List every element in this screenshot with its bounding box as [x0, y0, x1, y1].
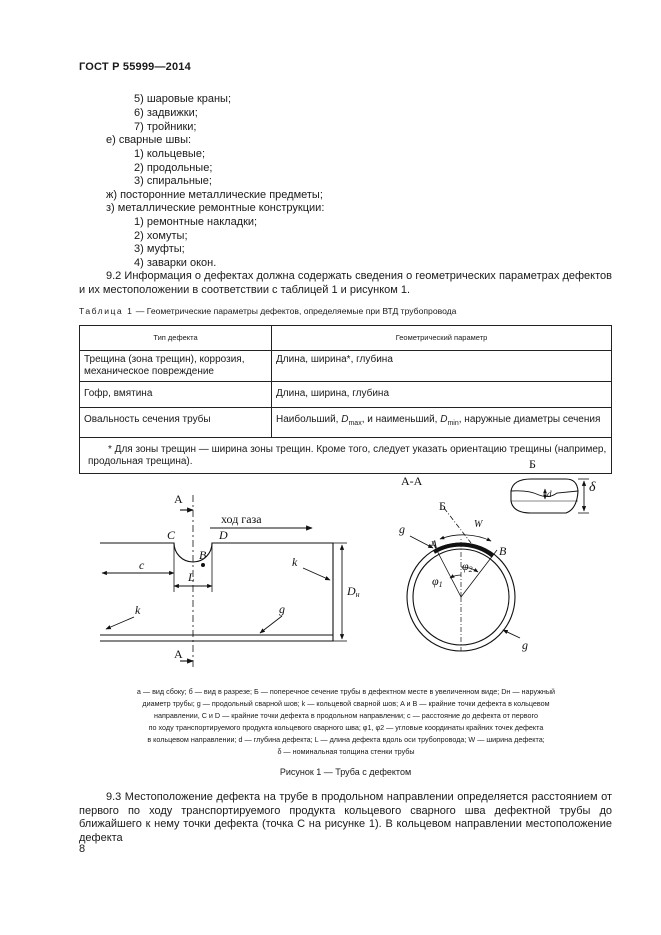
detail-title: Б [529, 457, 536, 471]
list-item: 5) шаровые краны; [134, 93, 232, 105]
section-label-top: А [174, 492, 183, 506]
seam-weld-label: g [399, 522, 405, 536]
defect-zone-arc [434, 545, 493, 556]
list-item: 4) заварки окон. [134, 257, 217, 269]
ring-weld-label: k [292, 555, 298, 569]
table-cell: Овальность сечения трубы [80, 408, 272, 438]
point-b-label: B [199, 548, 207, 562]
detail-cut-label: Б [439, 499, 446, 513]
detail-cut-line [444, 508, 471, 543]
thickness-delta-label: δ [589, 480, 596, 495]
section-title: А-А [401, 474, 423, 488]
table-cell: Длина, ширина*, глубина [272, 351, 612, 382]
table-label: Таблица 1 [79, 306, 134, 316]
phi2-subscript: 2 [468, 565, 473, 574]
text-fragment: , и наименьший, [361, 414, 441, 425]
detail-outline [511, 479, 578, 513]
list-item: 7) тройники; [134, 121, 197, 133]
list-item: ж) посторонние металлические предметы; [106, 189, 323, 201]
table-row [80, 408, 612, 438]
point-a-label: A [430, 537, 438, 551]
dmax-symbol: D [341, 414, 349, 425]
gas-flow-label: ход газа [221, 512, 262, 526]
dmax-subscript: max [348, 420, 362, 427]
text-fragment: Наибольший, [276, 414, 342, 425]
point-b-dot [201, 563, 205, 567]
list-item: 3) муфты; [134, 243, 185, 255]
pipe-outline [100, 543, 333, 641]
legend-line: в кольцевом направлении; d — глубина дефекта; L — длина дефекта вдоль оси трубопровода; W — ширина дефекта; [147, 735, 545, 744]
list-item: з) металлические ремонтные конструкции: [106, 202, 325, 214]
column-header: Геометрический параметр [272, 326, 612, 351]
column-header: Тип дефекта [80, 326, 272, 351]
ring-weld-leader [303, 568, 330, 580]
pipe-defect-figure [79, 455, 612, 683]
legend-line: диаметр трубы; g — продольный сварной шов; k — кольцевой сварной шов; A и B — крайние точки дефекта в кольцевом [142, 699, 550, 708]
distance-c-label: c [139, 558, 145, 572]
ring-weld-label: k [135, 603, 141, 617]
depth-d-label: d [547, 489, 552, 499]
point-d-label: D [219, 528, 228, 542]
side-view-labels [135, 492, 360, 661]
phi1-arc [450, 575, 461, 578]
table-cell [272, 408, 612, 438]
phi1-label [432, 574, 443, 589]
page-number: 8 [79, 843, 86, 855]
figure-caption: Рисунок 1 — Труба с дефектом [279, 767, 412, 777]
legend-line: δ — номинальная толщина стенки трубы [277, 747, 415, 756]
paragraph-9-2: 9.2 Информация о дефектах должна содержать сведения о геометрических параметрах дефектов и их местоположении в соответствии с таблицей 1 и рисунком 1. [79, 270, 612, 296]
list-item: 2) хомуты; [134, 230, 188, 242]
dmin-symbol: D [440, 414, 448, 425]
list-item: 3) спиральные; [134, 175, 212, 187]
list-item: 2) продольные; [134, 162, 213, 174]
cross-section-view [407, 508, 520, 651]
width-w-label: W [474, 519, 483, 530]
table-cell: Длина, ширина, глубина [272, 382, 612, 408]
list-item: е) сварные швы: [106, 134, 192, 146]
phi2-label [462, 559, 473, 574]
table-cell: Трещина (зона трещин), коррозия, механическое повреждение [80, 351, 272, 382]
section-label-bottom: А [174, 647, 183, 661]
phi2-symbol: φ [462, 559, 469, 573]
point-c-label: C [167, 528, 176, 542]
paragraph-9-3: 9.3 Местоположение дефекта на трубе в продольном направлении определяется расстоянием от первого по ходу транспортируемого продукта кольцевого сварного шва дефектной трубы до ближайшего к нему точки дефекта (точка C на рисунке 1). В кольцевом направлении местоположение дефекта [79, 791, 612, 844]
point-b-label: B [499, 544, 507, 558]
list-item: 1) ремонтные накладки; [134, 216, 258, 228]
table-row [80, 382, 612, 408]
seam-weld-leader [503, 630, 520, 638]
phi1-symbol: φ [432, 574, 439, 588]
legend-line: направлении, C и D — крайние точки дефекта в продольном направлении; c — расстояние до дефекта от первого [154, 711, 538, 720]
figure-legend [86, 686, 606, 758]
table-title: — Геометрические параметры дефектов, определяемые при ВТД трубопровода [133, 306, 457, 316]
diameter-subscript: н [355, 590, 360, 599]
legend-line: по ходу транспортируемого продукта кольцевого сварного шва; φ1, φ2 — угловые координаты крайних точек дефекта [148, 723, 544, 732]
dmin-subscript: min [447, 420, 459, 427]
seam-weld-leader [260, 616, 282, 633]
text-fragment: , наружные диаметры сечения [458, 414, 601, 425]
document-header: ГОСТ Р 55999—2014 [79, 61, 191, 73]
table-header-row [80, 326, 612, 351]
radius-to-b [461, 550, 497, 597]
diameter-symbol: D [347, 584, 356, 598]
table-row [80, 351, 612, 382]
list-item: 1) кольцевые; [134, 148, 206, 160]
width-w-dimension [440, 535, 491, 541]
defect-profile [511, 491, 578, 497]
table-caption [79, 306, 456, 316]
seam-weld-label: g [522, 638, 528, 652]
length-l-label: L [188, 570, 195, 584]
table-footnote: * Для зоны трещин — ширина зоны трещин. Кроме того, следует указать ориентацию трещины (например, продольная трещина). [80, 438, 612, 474]
seam-weld-label: g [279, 602, 285, 616]
list-item: 6) задвижки; [134, 107, 198, 119]
legend-line: а — вид сбоку; б — вид в разрезе; Б — поперечное сечение трубы в дефектном месте в увеличенном виде; Dн — наружный [136, 687, 556, 696]
phi1-subscript: 1 [438, 580, 443, 589]
ring-weld-leader [106, 617, 134, 629]
table-cell: Гофр, вмятина [80, 382, 272, 408]
defect-parameters-table [79, 325, 612, 474]
diameter-label [346, 584, 360, 599]
